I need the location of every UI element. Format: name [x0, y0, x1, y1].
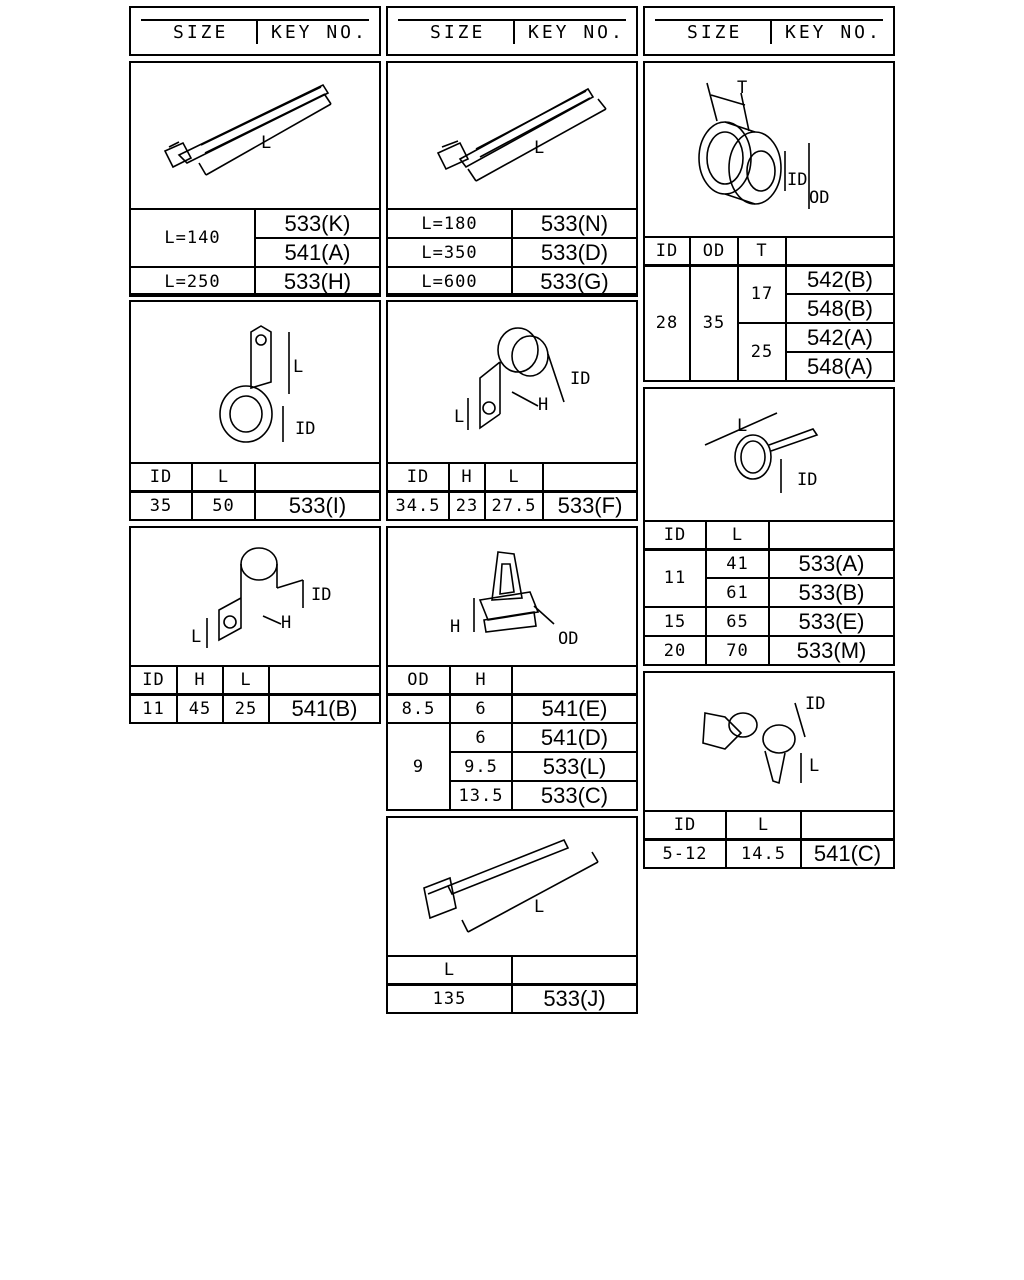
dim-h: H — [281, 613, 292, 633]
size-cell: L=600 — [387, 267, 512, 296]
size-cell: L=250 — [130, 267, 255, 296]
od-cell: 8.5 — [387, 694, 450, 723]
dim-h: H — [450, 617, 461, 637]
header-col2 — [386, 6, 638, 56]
col-id: ID — [644, 811, 726, 839]
col-key — [769, 521, 894, 549]
l-cell: 50 — [192, 491, 255, 520]
key-no-cell: 548(A) — [786, 352, 894, 381]
col-od: OD — [387, 666, 450, 694]
id-cell: 28 — [644, 265, 690, 381]
od-cell: 9 — [387, 723, 450, 810]
dim-id: ID — [787, 170, 808, 190]
col-key — [269, 666, 380, 694]
h-cell: 13.5 — [450, 781, 512, 810]
l-cell: 135 — [387, 984, 512, 1013]
col-id: ID — [130, 666, 177, 694]
col-l: L — [387, 956, 512, 984]
col-key — [543, 463, 637, 491]
size-table — [386, 665, 638, 811]
dim-od: OD — [809, 188, 830, 208]
col-od: OD — [690, 237, 738, 265]
clamp-drawing — [645, 389, 893, 521]
size-cell: L=180 — [387, 209, 512, 238]
col-id: ID — [387, 463, 449, 491]
header-col1 — [129, 6, 381, 56]
size-cell: L=350 — [387, 238, 512, 267]
h-cell: 9.5 — [450, 752, 512, 781]
key-no-cell: 533(L) — [512, 752, 637, 781]
clamp-drawing — [645, 673, 893, 811]
h-cell: 6 — [450, 694, 512, 723]
size-table — [129, 665, 381, 724]
panel-clamp-l — [129, 300, 381, 521]
dim-id: ID — [570, 369, 591, 389]
key-no-cell: 548(B) — [786, 294, 894, 323]
col-h: H — [449, 463, 485, 491]
key-no-cell: 533(J) — [512, 984, 637, 1013]
dim-l: L — [737, 416, 748, 436]
dim-l: L — [191, 627, 202, 647]
dim-id: ID — [295, 419, 316, 439]
l-cell: 65 — [706, 607, 769, 636]
clip-drawing — [388, 528, 636, 666]
h-cell: 6 — [450, 723, 512, 752]
panel-cable-tie-140 — [129, 61, 381, 295]
key-no-cell: 533(M) — [769, 636, 894, 665]
panel-double-clamp — [643, 671, 895, 869]
t-cell: 25 — [738, 323, 786, 381]
l-cell: 14.5 — [726, 839, 801, 868]
size-table — [643, 810, 895, 869]
header-size: SIZE — [173, 22, 229, 43]
header-key-no: KEY NO. — [785, 22, 882, 43]
key-no-cell: 541(A) — [255, 238, 380, 267]
clamp-drawing — [131, 528, 379, 666]
panel-cable-tie-135 — [386, 816, 638, 1014]
h-cell: 23 — [449, 491, 485, 520]
key-no-cell: 541(C) — [801, 839, 894, 868]
id-cell: 11 — [130, 694, 177, 723]
clamp-drawing — [388, 302, 636, 462]
key-no-cell: 542(A) — [786, 323, 894, 352]
col-l: L — [706, 521, 769, 549]
header-key-no: KEY NO. — [528, 22, 625, 43]
key-no-cell: 533(N) — [512, 209, 637, 238]
cable-tie-drawing — [388, 818, 636, 956]
l-cell: 27.5 — [485, 491, 543, 520]
key-no-cell: 541(D) — [512, 723, 637, 752]
id-cell: 11 — [644, 549, 706, 607]
id-cell: 34.5 — [387, 491, 449, 520]
header-col3 — [643, 6, 895, 56]
col-t: T — [738, 237, 786, 265]
col-key — [786, 237, 894, 265]
key-no-cell: 533(B) — [769, 578, 894, 607]
key-no-cell: 533(E) — [769, 607, 894, 636]
size-table — [386, 208, 638, 297]
panel-clamp-s — [129, 526, 381, 724]
col-key — [512, 666, 637, 694]
dim-l: L — [809, 756, 820, 776]
id-cell: 35 — [130, 491, 192, 520]
dim-l: L — [534, 138, 545, 158]
clamp-drawing — [131, 302, 379, 462]
size-table — [643, 236, 895, 382]
l-cell: 41 — [706, 549, 769, 578]
size-table — [129, 462, 381, 521]
dim-l: L — [293, 357, 304, 377]
panel-grommet — [643, 61, 895, 382]
dim-l: L — [261, 133, 272, 153]
size-table — [129, 208, 381, 297]
col-l: L — [192, 463, 255, 491]
cable-tie-drawing — [388, 63, 636, 208]
key-no-cell: 533(D) — [512, 238, 637, 267]
dim-t: T — [737, 78, 748, 98]
h-cell: 45 — [177, 694, 223, 723]
size-table — [386, 462, 638, 521]
dim-id: ID — [311, 585, 332, 605]
key-no-cell: 533(A) — [769, 549, 894, 578]
header-key-no: KEY NO. — [271, 22, 368, 43]
dim-od: OD — [558, 629, 579, 649]
key-no-cell: 541(B) — [269, 694, 380, 723]
id-cell: 5-12 — [644, 839, 726, 868]
panel-clip — [386, 526, 638, 811]
col-h: H — [177, 666, 223, 694]
col-key — [801, 811, 894, 839]
dim-id: ID — [805, 694, 826, 714]
grommet-drawing — [645, 63, 893, 238]
size-cell: L=140 — [130, 209, 255, 267]
header-size: SIZE — [430, 22, 486, 43]
col-h: H — [450, 666, 512, 694]
l-cell: 70 — [706, 636, 769, 665]
t-cell: 17 — [738, 265, 786, 323]
od-cell: 35 — [690, 265, 738, 381]
col-id: ID — [644, 521, 706, 549]
dim-l: L — [534, 897, 545, 917]
dim-id: ID — [797, 470, 818, 490]
dim-h: H — [538, 395, 549, 415]
panel-clamp-ring — [643, 387, 895, 666]
key-no-cell: 533(K) — [255, 209, 380, 238]
key-no-cell: 542(B) — [786, 265, 894, 294]
key-no-cell: 533(G) — [512, 267, 637, 296]
panel-clamp-h — [386, 300, 638, 521]
col-key — [512, 956, 637, 984]
id-cell: 15 — [644, 607, 706, 636]
l-cell: 61 — [706, 578, 769, 607]
col-l: L — [485, 463, 543, 491]
panel-cable-tie-180 — [386, 61, 638, 295]
size-table — [386, 955, 638, 1014]
col-key — [255, 463, 380, 491]
key-no-cell: 533(C) — [512, 781, 637, 810]
col-id: ID — [130, 463, 192, 491]
col-id: ID — [644, 237, 690, 265]
key-no-cell: 541(E) — [512, 694, 637, 723]
col-l: L — [726, 811, 801, 839]
cable-tie-drawing — [131, 63, 379, 208]
l-cell: 25 — [223, 694, 269, 723]
size-table — [643, 520, 895, 666]
col-l: L — [223, 666, 269, 694]
id-cell: 20 — [644, 636, 706, 665]
header-size: SIZE — [687, 22, 743, 43]
dim-l: L — [454, 407, 465, 427]
key-no-cell: 533(F) — [543, 491, 637, 520]
key-no-cell: 533(H) — [255, 267, 380, 296]
key-no-cell: 533(I) — [255, 491, 380, 520]
